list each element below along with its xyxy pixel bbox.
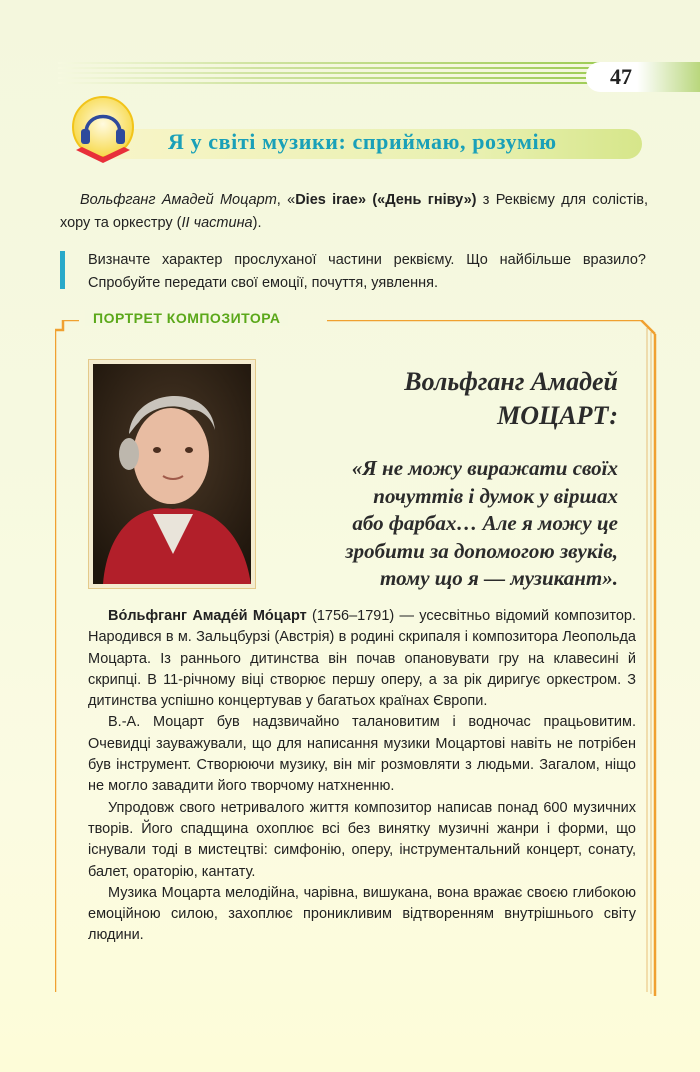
section-heading xyxy=(60,95,642,167)
page-number-tab xyxy=(586,62,700,92)
header-stripes xyxy=(58,62,618,90)
intro-rest-b: ). xyxy=(252,215,262,231)
quote-line: тому що я — музикант». xyxy=(380,566,618,590)
bio-paragraph-3: Упродовж свого нетривалого життя композитор написав понад 600 музичних творів. Його спадщина охоплює всі без винятку музичні жанри і форми, що існували тоді в мистецтві: симфонію, оперу, інструментальний концерт, сонату, балет, ораторію, кантату. xyxy=(88,799,636,880)
task-block xyxy=(60,249,648,293)
bio-paragraph-1 xyxy=(88,606,636,712)
intro-sep: , « xyxy=(276,192,296,208)
intro-rest-a: з Реквієму для солістів, хору та оркестру ( xyxy=(60,192,648,231)
bio-p1-text: (1756–1791) — усесвітньо відомий композитор. Народився в м. Зальцбурзі (Австрія) в родині скрипаля і композитора Леопольда Моцарта. Із раннього дитинства він почав опановувати гру на клавесині й скрипці. В 11-річному віці створює першу оперу, а за рік диригує оркестром. З дитинства успішно концертував у багатьох країнах Європи. xyxy=(88,608,636,710)
headphones-icon xyxy=(68,95,138,165)
section-title: Я у світі музики: сприймаю, розумію xyxy=(168,129,557,154)
composer-name-line1: Вольфганг Амадей xyxy=(404,367,618,396)
bio-paragraph-4: Музика Моцарта мелодійна, чарівна, вишукана, вона вражає своєю глибокою емоційною силою, захоплює проникливим відтворенням внутрішнього світу людини. xyxy=(88,884,636,944)
page-number: 47 xyxy=(610,64,632,89)
intro-work-title: Dies irae xyxy=(295,192,358,208)
quote-line: зробити за допомогою звуків, xyxy=(345,538,618,563)
task-text: Визначте характер прослуханої частини реквієму. Що найбільше вразило? Спробуйте передати свої емоції, почуття, уявлення. xyxy=(88,252,646,291)
intro-composer: Вольфганг Амадей Моцарт xyxy=(80,192,277,208)
quote-line: або фарбах… Але я можу це xyxy=(352,511,618,535)
quote-line: почуттів і думок у віршах xyxy=(373,483,618,508)
listening-intro xyxy=(60,189,648,235)
composer-name-heading xyxy=(300,365,618,433)
task-marker xyxy=(60,251,65,289)
intro-part: ІІ частина xyxy=(181,215,253,231)
intro-work-translation: » («День гніву») xyxy=(357,192,477,208)
composer-name-line2: МОЦАРТ: xyxy=(497,401,618,430)
bio-name: Во́льфганг Амаде́й Мо́царт xyxy=(108,608,307,624)
portrait-illustration xyxy=(93,364,251,584)
portrait-section-label: ПОРТРЕТ КОМПОЗИТОРА xyxy=(85,310,288,326)
composer-quote xyxy=(270,455,618,593)
mozart-portrait xyxy=(88,359,256,589)
composer-biography xyxy=(88,606,636,947)
bio-paragraph-2: В.-А. Моцарт був надзвичайно талановитим і водночас працьовитим. Очевидці зауважували, що для написання музики Моцартові навіть не потрібен був інструмент. Створюючи музику, він міг розмовляти з людьми. Загалом, ніщо не могло завадити його творчому натхненню. xyxy=(88,714,636,795)
quote-line: «Я не можу виражати своїх xyxy=(351,456,618,480)
